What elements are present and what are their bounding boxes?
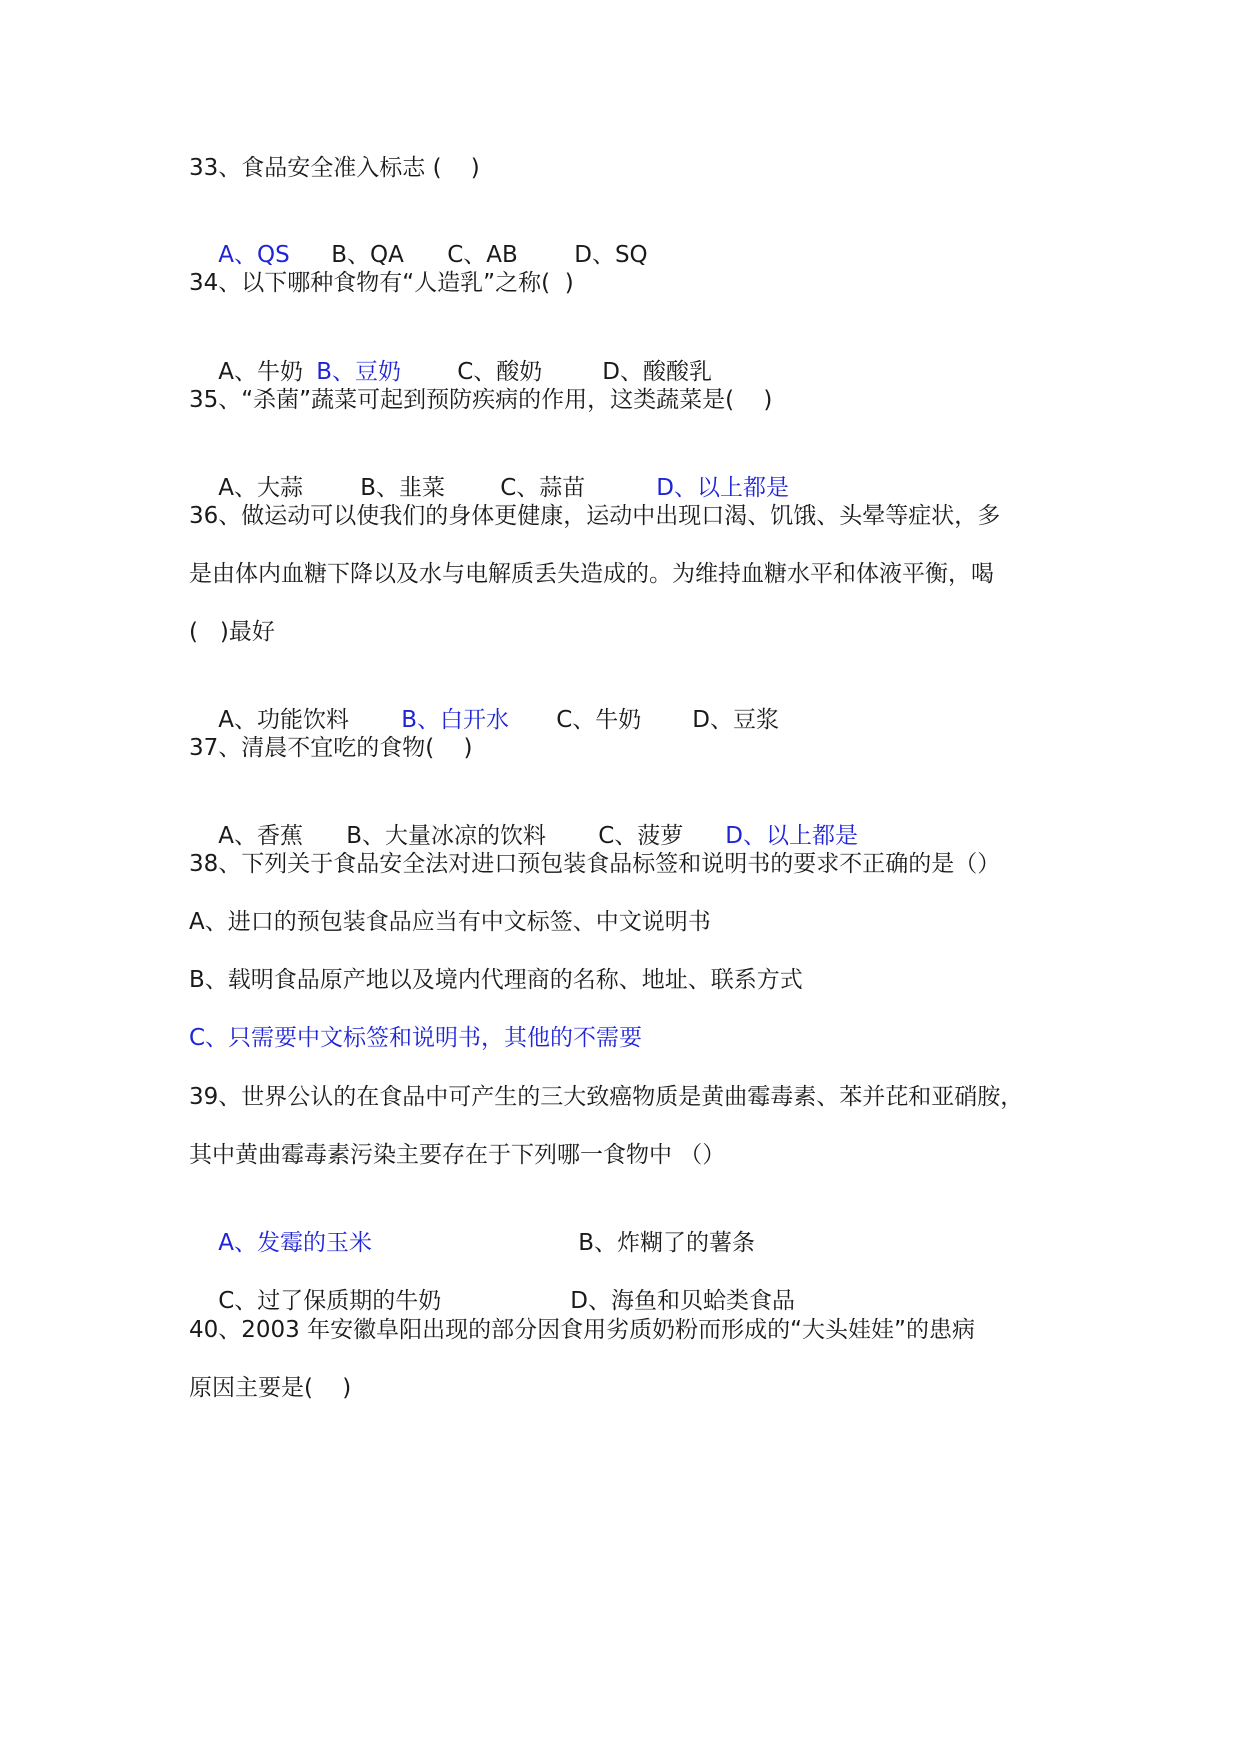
q33-option-c: C、AB: [447, 242, 518, 268]
q36-option-d: D、豆浆: [692, 707, 779, 733]
q39-option-c: C、过了保质期的牛奶: [218, 1288, 442, 1314]
q37-option-c: C、菠萝: [598, 823, 684, 849]
question-36-stem-line-1: 36、做运动可以使我们的身体更健康，运动中出现口渴、饥饿、头晕等症状，多: [189, 503, 1001, 529]
q34-option-a: A、牛奶: [218, 359, 303, 385]
q38-option-c: C、只需要中文标签和说明书，其他的不需要: [189, 1025, 643, 1051]
q33-option-b: B、QA: [331, 242, 404, 268]
q37-option-a: A、香蕉: [218, 823, 303, 849]
question-40-stem-line-2: 原因主要是( ): [189, 1375, 352, 1401]
q35-option-b: B、韭菜: [360, 475, 446, 501]
question-40-stem-line-1: 40、2003 年安徽阜阳出现的部分因食用劣质奶粉而形成的“大头娃娃”的患病: [189, 1317, 975, 1343]
q35-option-d: D、以上都是: [656, 475, 789, 501]
q34-option-b: B、豆奶: [316, 359, 402, 385]
q39-option-a: A、发霉的玉米: [218, 1230, 372, 1256]
question-36-stem-line-3: ( )最好: [189, 619, 275, 645]
q39-option-b: B、炸糊了的薯条: [578, 1230, 756, 1256]
q36-option-c: C、牛奶: [556, 707, 642, 733]
q37-option-d: D、以上都是: [725, 823, 858, 849]
question-35-stem: 35、“杀菌”蔬菜可起到预防疾病的作用，这类蔬菜是( ): [189, 387, 773, 413]
question-39-stem-line-2: 其中黄曲霉毒素污染主要存在于下列哪一食物中 （）: [189, 1142, 726, 1168]
question-33-stem: 33、食品安全准入标志 ( ): [189, 155, 480, 181]
question-39-stem-line-1: 39、世界公认的在食品中可产生的三大致癌物质是黄曲霉毒素、苯并芘和亚硝胺，: [189, 1084, 1024, 1110]
q35-option-c: C、蒜苗: [500, 475, 586, 501]
q34-option-d: D、酸酸乳: [602, 359, 712, 385]
q33-option-a: A、QS: [218, 242, 290, 268]
q38-option-a: A、进口的预包装食品应当有中文标签、中文说明书: [189, 909, 711, 935]
q33-option-d: D、SQ: [574, 242, 648, 268]
q37-option-b: B、大量冰凉的饮料: [346, 823, 547, 849]
question-37-stem: 37、清晨不宜吃的食物( ): [189, 735, 473, 761]
q38-option-b: B、载明食品原产地以及境内代理商的名称、地址、联系方式: [189, 967, 803, 993]
question-36-stem-line-2: 是由体内血糖下降以及水与电解质丢失造成的。为维持血糖水平和体液平衡，喝: [189, 561, 994, 587]
q35-option-a: A、大蒜: [218, 475, 303, 501]
q39-option-d: D、海鱼和贝蛤类食品: [570, 1288, 795, 1314]
q36-option-b: B、白开水: [401, 707, 510, 733]
question-38-stem: 38、下列关于食品安全法对进口预包装食品标签和说明书的要求不正确的是（）: [189, 851, 1001, 877]
q36-option-a: A、功能饮料: [218, 707, 349, 733]
q34-option-c: C、酸奶: [457, 359, 543, 385]
question-34-stem: 34、以下哪种食物有“人造乳”之称( ): [189, 270, 574, 296]
